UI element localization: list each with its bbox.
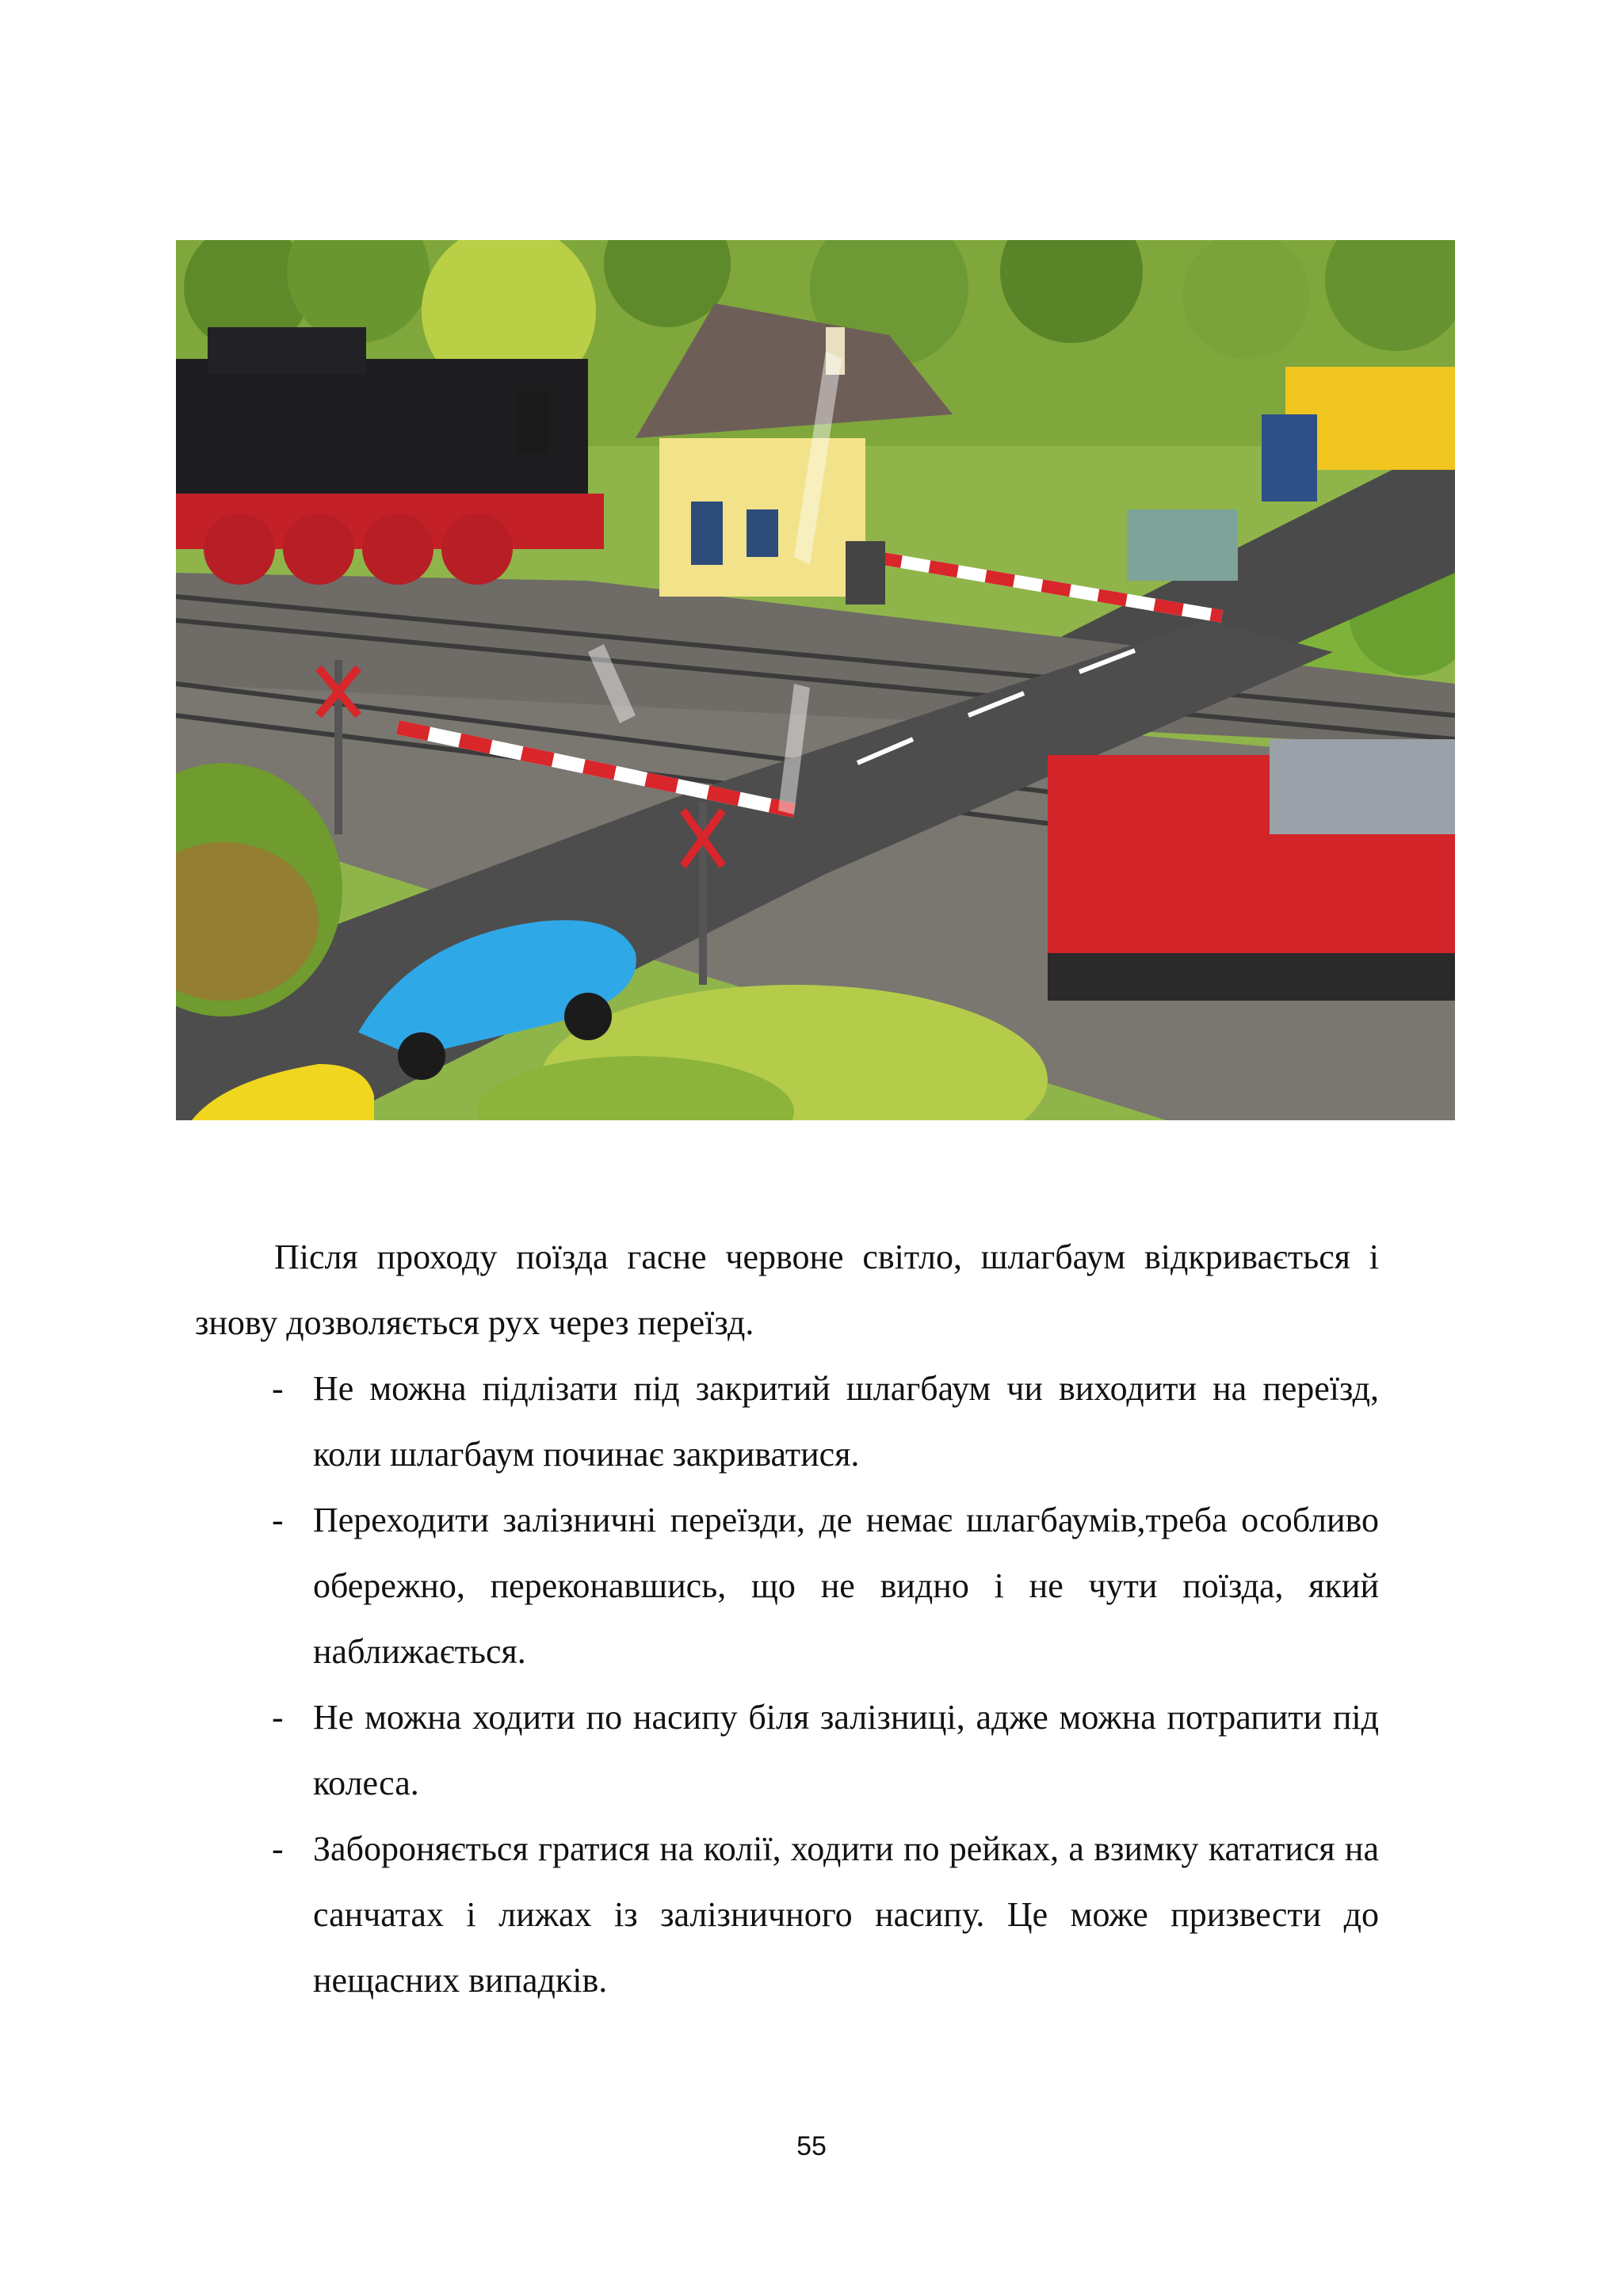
railway-crossing-photo — [176, 240, 1455, 1120]
bullet-dash: - — [272, 1698, 284, 1737]
list-item — [195, 1487, 1379, 1684]
bullet-dash: - — [272, 1829, 284, 1868]
bullet-dash: - — [272, 1369, 284, 1408]
body-text — [195, 1224, 1379, 2013]
diesel-locomotive — [1048, 739, 1455, 1001]
rules-list — [195, 1356, 1379, 2013]
list-item — [195, 1356, 1379, 1487]
list-item-text: Переходити залізничні переїзди, де немає шлагбаумів,треба особливо обережно, переконавшись, що не видно і не чути поїзда, який наближається. — [313, 1501, 1379, 1671]
bullet-dash: - — [272, 1501, 284, 1539]
list-item — [195, 1816, 1379, 2013]
intro-paragraph: Після проходу поїзда гасне червоне світло, шлагбаум відкривається і знову дозволяється рух через переїзд. — [195, 1238, 1379, 1342]
list-item-text: Не можна ходити по насипу біля залізниці, адже можна потрапити під колеса. — [313, 1698, 1379, 1802]
railway-crossing-illustration — [176, 240, 1455, 1120]
page-number: 55 — [796, 2131, 827, 2161]
steam-locomotive — [176, 327, 604, 585]
list-item-text: Не можна підлізати під закритий шлагбаум чи виходити на переїзд, коли шлагбаум починає закриватися. — [313, 1369, 1379, 1474]
list-item — [195, 1684, 1379, 1816]
list-item-text: Забороняється гратися на колії, ходити по рейках, а взимку кататися на санчатах і лижах із залізничного насипу. Це може призвести до нещасних випадків. — [313, 1829, 1379, 2000]
